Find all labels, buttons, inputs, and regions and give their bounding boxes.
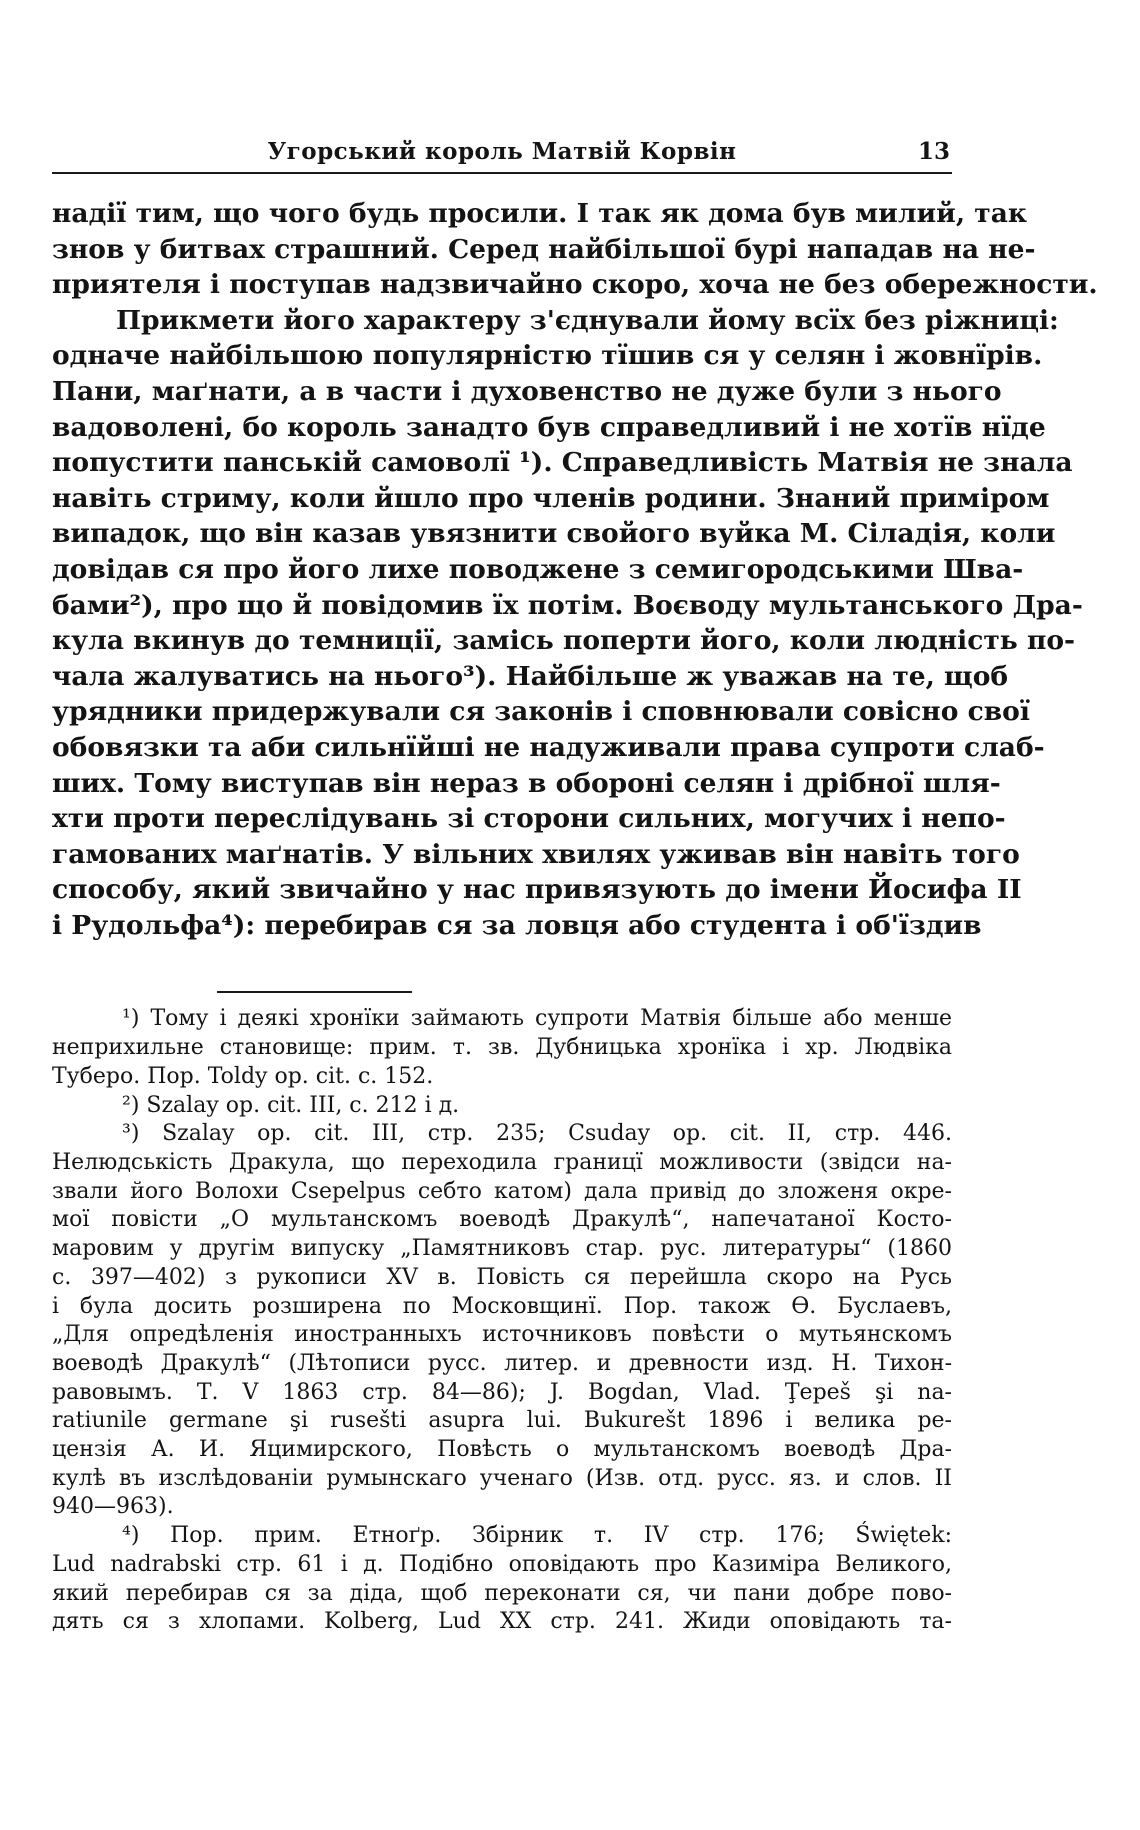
footnote-line: равовымъ. Т. V 1863 стр. 84—86); J. Bogdan, Vlad. Ţepeš şi na- [52,1379,952,1405]
page-number: 13 [917,138,950,165]
footnote-line: Туберо. Пор. Toldy op. cit. c. 152. [52,1063,434,1089]
footnote-line: кулѣ въ изслѣдованіи румынскаго ученаго (Изв. отд. русс. яз. и слов. II [52,1465,952,1491]
text-line: ших. Тому виступав він нераз в обороні селян і дрібної шля- [52,767,1001,799]
text-line: попустити панській самоволї ¹). Справедливість Матвія не знала [52,447,1073,479]
text-line: способу, який звичайно у нас привязують до імени Йосифа ІІ [52,874,1022,906]
main-text [52,196,1098,943]
footnote-line: ratiunile germane şi rusešti asupra lui. Bukurešt 1896 і велика ре- [52,1408,952,1434]
text-line: довідав ся про його лихе поводжене з семигородськими Шва- [52,553,1024,585]
footnote-line: неприхильне становище: прим. т. зв. Дубницька хронїка і хр. Людвіка [52,1035,952,1061]
footnote-line: Нелюдськість Дракула, що переходила границї можливости (звідси на- [52,1149,952,1175]
footnote-line: ³) Szalay op. cit. III, стр. 235; Csuday op. cit. II, стр. 446. [122,1121,952,1147]
text-line: і Рудольфа⁴): перебирав ся за ловця або студента і об'їздив [52,909,982,941]
text-line: одначе найбільшою популярністю тїшив ся у селян і жовнїрів. [52,340,1043,372]
footnote-line: 940—963). [52,1494,174,1520]
text-line: кула вкинув до темниції, замісь поперти його, коли людність по- [52,625,1076,657]
text-line: бами²), про що й повідомив їх потім. Воєводу мультанського Дра- [52,589,1083,621]
footnote-line: дять ся з хлопами. Kolberg, Lud XX стр. 241. Жиди оповідають та- [52,1609,952,1635]
text-line: навіть стриму, коли йшло про членів родини. Знаний приміром [52,482,1050,514]
running-title: Угорський король Матвій Корвін [267,138,737,165]
footnote-line: який перебирав ся за діда, щоб переконати ся, чи пани добре пово- [52,1580,952,1606]
text-line: урядники придержували ся законів і сповнювали совісно свої [52,696,1030,728]
text-line: приятеля і поступав надзвичайно скоро, хоча не без обережности. [52,269,1098,301]
footnote-line: маровим у другім випуску „Памятниковъ стар. рус. литературы“ (1860 [52,1236,952,1262]
text-line: гамованих маґнатів. У вільних хвилях уживав він навіть того [52,838,1020,870]
footnote-line: ⁴) Пор. прим. Етноґр. Збірник т. IV стр. 176; Świętek: [122,1523,952,1549]
book-page [52,132,1098,1637]
footnote-line: воеводѣ Дракулѣ“ (Лѣтописи русс. литер. и древности изд. Н. Тихон- [52,1350,952,1376]
footnote-line: Lud nadrabski стр. 61 і д. Подібно оповідають про Казиміра Великого, [52,1551,952,1577]
footnotes [52,1005,952,1636]
footnote-separator [217,991,412,993]
text-line: хти проти переслідувань зі сторони сильних, могучих і непо- [52,803,1006,835]
text-line: обовязки та аби сильнїйші не надуживали права супроти слаб- [52,731,1045,763]
text-line: знов у битвах страшний. Серед найбільшої бурі нападав на не- [52,233,1036,265]
text-line: чала жалуватись на нього³). Найбільше ж уважав на те, щоб [52,660,1009,692]
footnote-line: і була досить розширена по Московщинї. Пор. також Ѳ. Буслаевъ, [52,1293,952,1319]
text-line: Пани, маґнати, а в части і духовенство не дуже були з нього [52,375,1002,407]
text-line: вадоволені, бо король занадто був справедливий і не хотїв нїде [52,411,1046,443]
text-line: надії тим, що чого будь просили. І так як дома був милий, так [52,198,1028,229]
footnote-line: звали його Волохи Csepelpus себто катом) дала привід до зложеня окре- [52,1178,952,1204]
footnote-line: ²) Szalay op. cit. III, c. 212 і д. [122,1092,460,1118]
text-line: випадок, що він казав увязнити свойого вуйка М. Сіладія, коли [52,518,1056,550]
footnote-line: цензія А. И. Яцимирского, Повѣсть о мультанскомъ воеводѣ Дра- [52,1437,952,1463]
running-header [52,132,952,174]
footnote-line: мої повісти „О мультанскомъ воеводѣ Дракулѣ“, напечатаної Косто- [52,1207,952,1233]
footnote-line: с. 397—402) з рукописи XV в. Повість ся перейшла скоро на Русь [52,1264,952,1290]
footnote-line: „Для опредѣленія иностранныхъ источниковъ повѣсти о мутьянскомъ [52,1322,952,1348]
footnote-line: ¹) Тому і деякі хронїки займають супроти Матвія більше або менше [122,1006,952,1032]
text-line: Прикмети його характеру з'єднували йому всїх без ріжниці: [116,304,1059,336]
